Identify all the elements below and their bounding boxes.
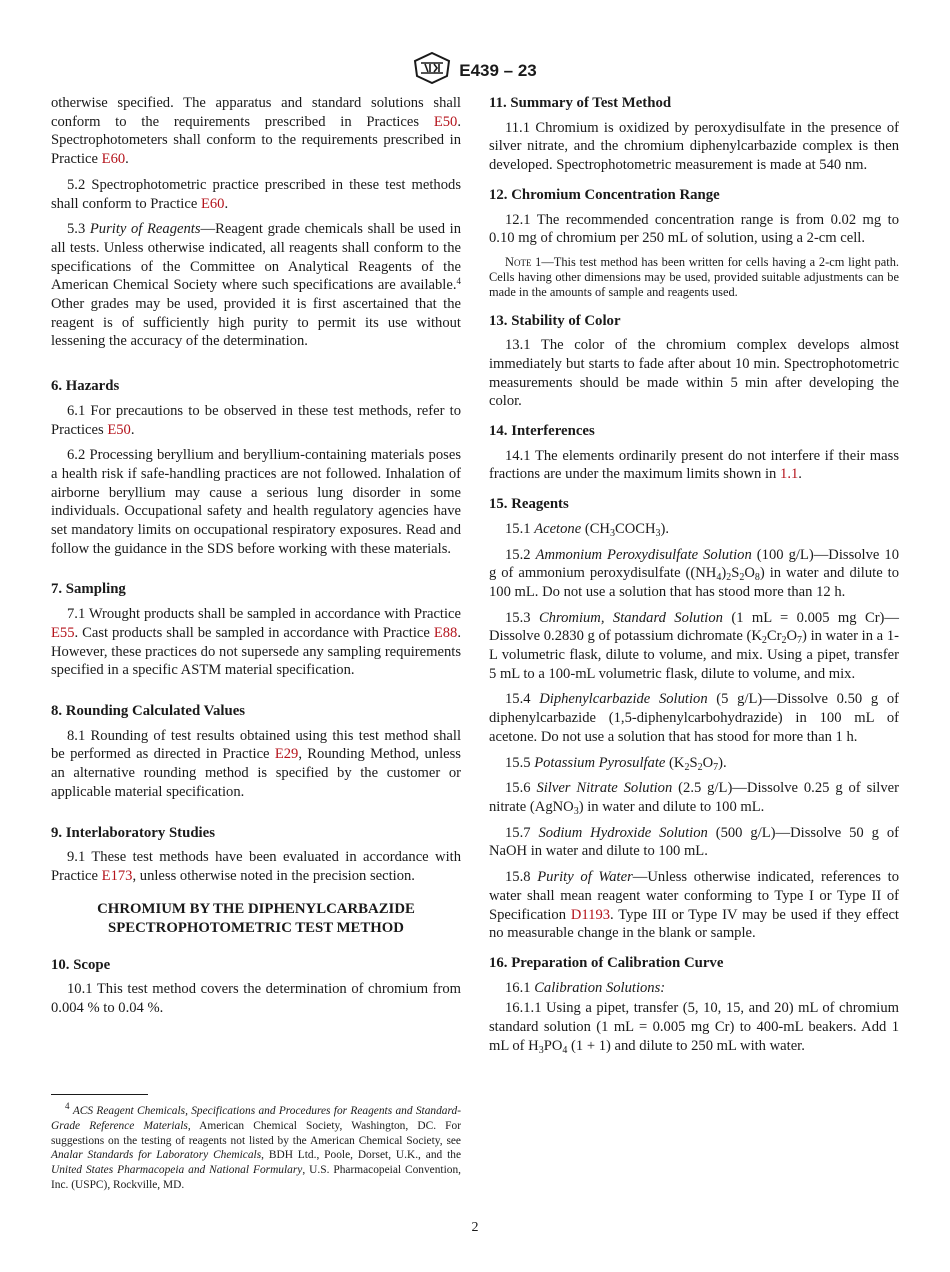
link-d1193[interactable]: D1193 [570,906,611,923]
standard-designation: E439 – 23 [459,60,537,80]
paragraph-15-8: 15.8 Purity of Water—Unless otherwise indicated, references to water shall mean reagent water conforming to Type I or Type II of Specification D1193. Type III or Type IV may be used if they effect no measurable change in the blank or sample. [489,869,899,942]
paragraph-12-1: 12.1 The recommended concentration range is from 0.02 mg to 0.10 mg of chromium per 250 mL of solution, using a 2-cm cell. [489,211,899,247]
right-column [489,94,899,1062]
paragraph-16-1: 16.1 Calibration Solutions: [505,979,666,996]
link-e60[interactable]: E60 [101,151,126,168]
paragraph-5-2: 5.2 Spectrophotometric practice prescribed in these test methods shall conform to Practice E60. [51,176,461,212]
method-title: CHROMIUM BY THE DIPHENYLCARBAZIDE SPECTROPHOTOMETRIC TEST METHOD [97,900,415,936]
section-heading-16: 16. Preparation of Calibration Curve [489,954,724,971]
link-e88[interactable]: E88 [433,624,458,641]
section-heading-11: 11. Summary of Test Method [489,95,672,111]
page-header [0,52,950,86]
paragraph-14-1: 14.1 The elements ordinarily present do not interfere if their mass fractions are under the maximum limits shown in 1.1. [489,447,899,483]
astm-logo-icon [413,52,451,89]
paragraph-8-1: 8.1 Rounding of test results obtained using this test method shall be performed as directed in Practice E29, Rounding Method, unless an alternative rounding method is specified by the customer or applicable material specification. [51,727,461,800]
footnote-divider [51,1094,148,1095]
paragraph-15-1: 15.1 Acetone $(CH_3COCH_3)$. [505,520,670,539]
section-heading-15: 15. Reagents [489,496,569,513]
paragraph-16-1-1: 16.1.1 Using a pipet, transfer (5, 10, 15, and 20) mL of chromium standard solution (1 mL = 0.005 mg Cr) to 400-mL beakers. Add 1 mL of $H_3PO_4$ (1 + 1) and dilute to 250 mL with water. [489,1000,899,1056]
paragraph-6-1: 6.1 For precautions to be observed in these test methods, refer to Practices E50. [51,402,461,438]
paragraph-15-5: 15.5 Potassium Pyrosulfate $(K_2S_2O_7)$. [505,754,727,773]
footnote-4: $^4$ ACS Reagent Chemicals, Specifications and Procedures for Reagents and Standard-Grade Reference Materials, American Chemical Society, Washington, DC. For suggestions on the testing of reagents not listed by the American Chemical Society, see Analar Standards for Laboratory Chemicals, BDH Ltd., Poole, Dorset, U.K., and the United States Pharmacopeia and National Formulary, U.S. Pharmacopeial Convention, Inc. (USPC), Rockville, MD. [51,1101,462,1191]
paragraph-15-4: 15.4 Diphenylcarbazide Solution (5 g/L)—Dissolve 0.50 g of diphenylcarbazide (1,5-diphenylcarbohydrazide) in 100 mL of acetone. Do not use a solution that has stood for more than 1 h. [489,691,899,745]
section-heading-7: 7. Sampling [51,581,126,598]
paragraph-15-2: 15.2 Ammonium Peroxydisulfate Solution (100 g/L)—Dissolve 10 g of ammonium peroxydisulfate $((NH_4)_2S_2O_8)$ in water and dilute to 100 mL. Do not use a solution that has stood more than 12 h. [489,546,899,600]
section-heading-13: 13. Stability of Color [489,312,621,329]
paragraph-5-1-continued: otherwise specified. The apparatus and standard solutions shall conform to the requirements prescribed in Practices E50. Spectrophotometers shall conform to the requirements prescribed in Practice E60. [51,95,461,168]
footnote-marker[interactable]: 4 [456,276,461,287]
link-e50[interactable]: E50 [107,421,131,438]
paragraph-10-1: 10.1 This test method covers the determination of chromium from 0.004 % to 0.04 %. [51,981,461,1017]
note-1: Note 1—This test method has been written for cells having a 2-cm light path. Cells having other dimensions may be used, provided suitable adjustments can be made in the amounts of sample and reagents used. [489,254,899,300]
section-heading-8: 8. Rounding Calculated Values [51,702,246,719]
link-e60[interactable]: E60 [200,195,225,212]
link-e29[interactable]: E29 [274,746,299,763]
paragraph-15-3: 15.3 Chromium, Standard Solution (1 mL = 0.005 mg Cr)—Dissolve 0.2830 g of potassium dichromate $(K_2Cr_2O_7)$ in water in a 1-L volumetric flask, dilute to volume, and mix. Using a pipet, transfer 5 mL to a 100-mL volumetric flask, dilute to volume, and mix. [489,609,900,682]
paragraph-13-1: 13.1 The color of the chromium complex develops almost immediately but starts to fade after about 10 min. Spectrophotometric measurements should be made within 5 min after developing the color. [489,337,899,410]
paragraph-15-7: 15.7 Sodium Hydroxide Solution (500 g/L)—Dissolve 50 g of NaOH in water and dilute to 100 mL. [489,824,900,860]
section-heading-9: 9. Interlaboratory Studies [51,824,215,841]
section-heading-12: 12. Chromium Concentration Range [489,186,720,203]
link-e50[interactable]: E50 [433,113,458,130]
paragraph-5-3: 5.3 Purity of Reagents—Reagent grade chemicals shall be used in all tests. Unless otherwise indicated, all reagents shall conform to the specifications of the Committee on Analytical Reagents of the American Chemical Society where such specifications are available.$^4$ Other grades may be used, provided it is first ascertained that the reagent is of sufficiently high purity to permit its use without lessening the accuracy of the determination. [51,221,461,350]
link-e55[interactable]: E55 [51,624,75,641]
section-heading-10: 10. Scope [51,956,111,973]
paragraph-9-1: 9.1 These test methods have been evaluated in accordance with Practice E173, unless otherwise noted in the precision section. [51,849,461,884]
section-heading-14: 14. Interferences [489,423,595,440]
paragraph-6-2: 6.2 Processing beryllium and beryllium-containing materials poses a health risk if safe-handling practices are not followed. Inhalation of airborne beryllium may cause a serious lung disorder in some individuals. Occupational safety and health regulatory agencies have set mandatory limits on occupational respiratory exposures. Read and follow the guidance in the SDS before working with these materials. [51,447,461,557]
paragraph-11-1: 11.1 Chromium is oxidized by peroxydisulfate in the presence of silver nitrate, and the chromium diphenylcarbazide complex is then developed. Spectrophotometric measurement is made at 540 nm. [489,119,899,174]
page-number: 2 [471,1220,479,1235]
paragraph-7-1: 7.1 Wrought products shall be sampled in accordance with Practice E55. Cast products shall be sampled in accordance with Practice E88. However, these practices do not supersede any sampling requirements specified in a specific ASTM material specification. [51,606,461,679]
link-e173[interactable]: E173 [101,867,133,884]
left-column [51,94,461,1025]
section-heading-6: 6. Hazards [51,378,120,395]
paragraph-15-6: 15.6 Silver Nitrate Solution (2.5 g/L)—Dissolve 0.25 g of silver nitrate (AgNO$_3$) in water and dilute to 100 mL. [489,780,899,817]
link-section-1-1[interactable]: 1.1 [780,466,799,483]
